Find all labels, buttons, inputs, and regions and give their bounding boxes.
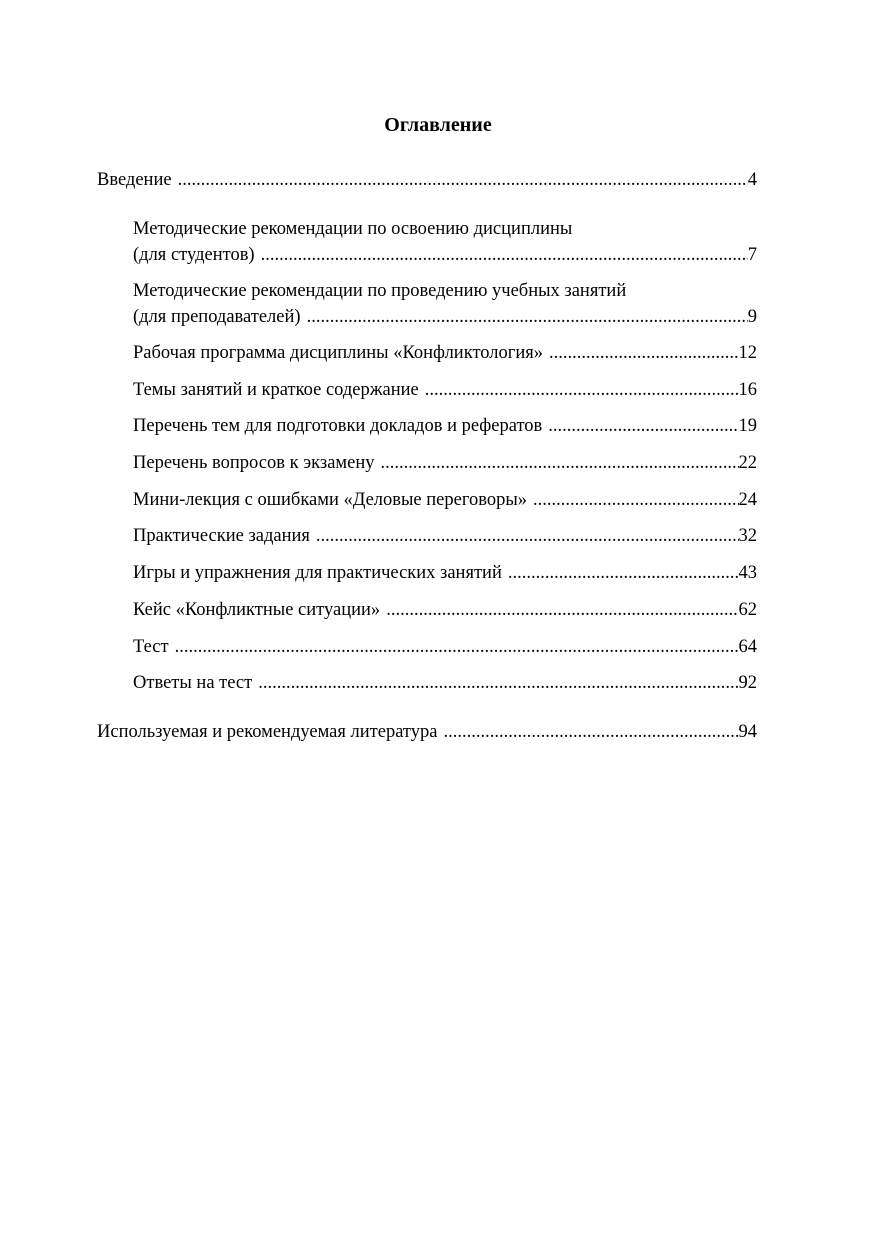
toc-page-number: 64: [738, 637, 757, 657]
toc-entry-introduction[interactable]: [97, 169, 757, 191]
toc-entry-practical-tasks[interactable]: [133, 525, 757, 547]
toc-page-number: 16: [738, 380, 757, 400]
toc-entry-title: Введение: [97, 170, 172, 190]
toc-entry-title: Темы занятий и краткое содержание: [133, 380, 419, 400]
toc-page-number: 9: [747, 307, 757, 327]
toc-entry-work-program[interactable]: [133, 342, 757, 364]
toc-leader-dots: [258, 672, 738, 694]
toc-leader-dots: [380, 452, 738, 474]
toc-entry-title-line: Методические рекомендации по проведению учебных занятий: [133, 281, 627, 301]
toc-page-number: 12: [738, 343, 757, 363]
toc-page-number: 62: [738, 600, 757, 620]
toc-entry-title: Кейс «Конфликтные ситуации»: [133, 600, 381, 620]
toc-leader-dots: [443, 721, 738, 743]
toc-entry-title: Игры и упражнения для практических занятий: [133, 563, 502, 583]
toc-leader-dots: [425, 379, 739, 401]
toc-page-number: 43: [738, 563, 757, 583]
toc-entry-case[interactable]: [133, 599, 757, 621]
toc-entry-title: Перечень вопросов к экзамену: [133, 453, 375, 473]
toc-entry-title: Ответы на тест: [133, 673, 253, 693]
toc-entry-student-guidelines[interactable]: [133, 218, 757, 266]
toc-page-number: 24: [738, 490, 757, 510]
toc-page-number: 32: [738, 526, 757, 546]
toc-entry-mini-lecture[interactable]: [133, 489, 757, 511]
toc-leader-dots: [386, 599, 738, 621]
toc-page-number: 19: [738, 416, 757, 436]
toc-entry-games-exercises[interactable]: [133, 562, 757, 584]
page-title: Оглавление: [384, 114, 492, 136]
toc-entry-title: Практические задания: [133, 526, 310, 546]
toc-leader-dots: [508, 562, 739, 584]
toc-leader-dots: [175, 636, 739, 658]
toc-entry-title: Мини-лекция с ошибками «Деловые переговоры»: [133, 490, 528, 510]
toc-entry-title: (для студентов): [133, 245, 255, 265]
toc-leader-dots: [549, 342, 738, 364]
toc-page-number: 22: [738, 453, 757, 473]
toc-page-number: 92: [738, 673, 757, 693]
toc-entry-title: Рабочая программа дисциплины «Конфликтология»: [133, 343, 544, 363]
toc-page-number: 7: [747, 245, 757, 265]
toc-entry-title: Используемая и рекомендуемая литература: [97, 722, 438, 742]
toc-leader-dots: [533, 489, 738, 511]
toc-entry-test-answers[interactable]: [133, 672, 757, 694]
toc-entry-literature[interactable]: [97, 721, 757, 743]
toc-page-number: 4: [747, 170, 757, 190]
toc-entry-lesson-topics[interactable]: [133, 379, 757, 401]
toc-entry-title: Тест: [133, 637, 169, 657]
toc-leader-dots: [316, 525, 739, 547]
toc-entry-title: Перечень тем для подготовки докладов и рефератов: [133, 416, 543, 436]
toc-entry-exam-questions[interactable]: [133, 452, 757, 474]
toc-leader-dots: [548, 415, 738, 437]
toc-entry-test[interactable]: [133, 636, 757, 658]
toc-entry-title: (для преподавателей): [133, 307, 301, 327]
toc-entry-report-topics[interactable]: [133, 415, 757, 437]
toc-page-number: 94: [738, 722, 757, 742]
toc-leader-dots: [261, 244, 748, 266]
toc-leader-dots: [178, 169, 748, 191]
toc-entry-teacher-guidelines[interactable]: [133, 280, 757, 328]
toc-leader-dots: [307, 306, 748, 328]
toc-entry-title-line: Методические рекомендации по освоению дисциплины: [133, 219, 573, 239]
